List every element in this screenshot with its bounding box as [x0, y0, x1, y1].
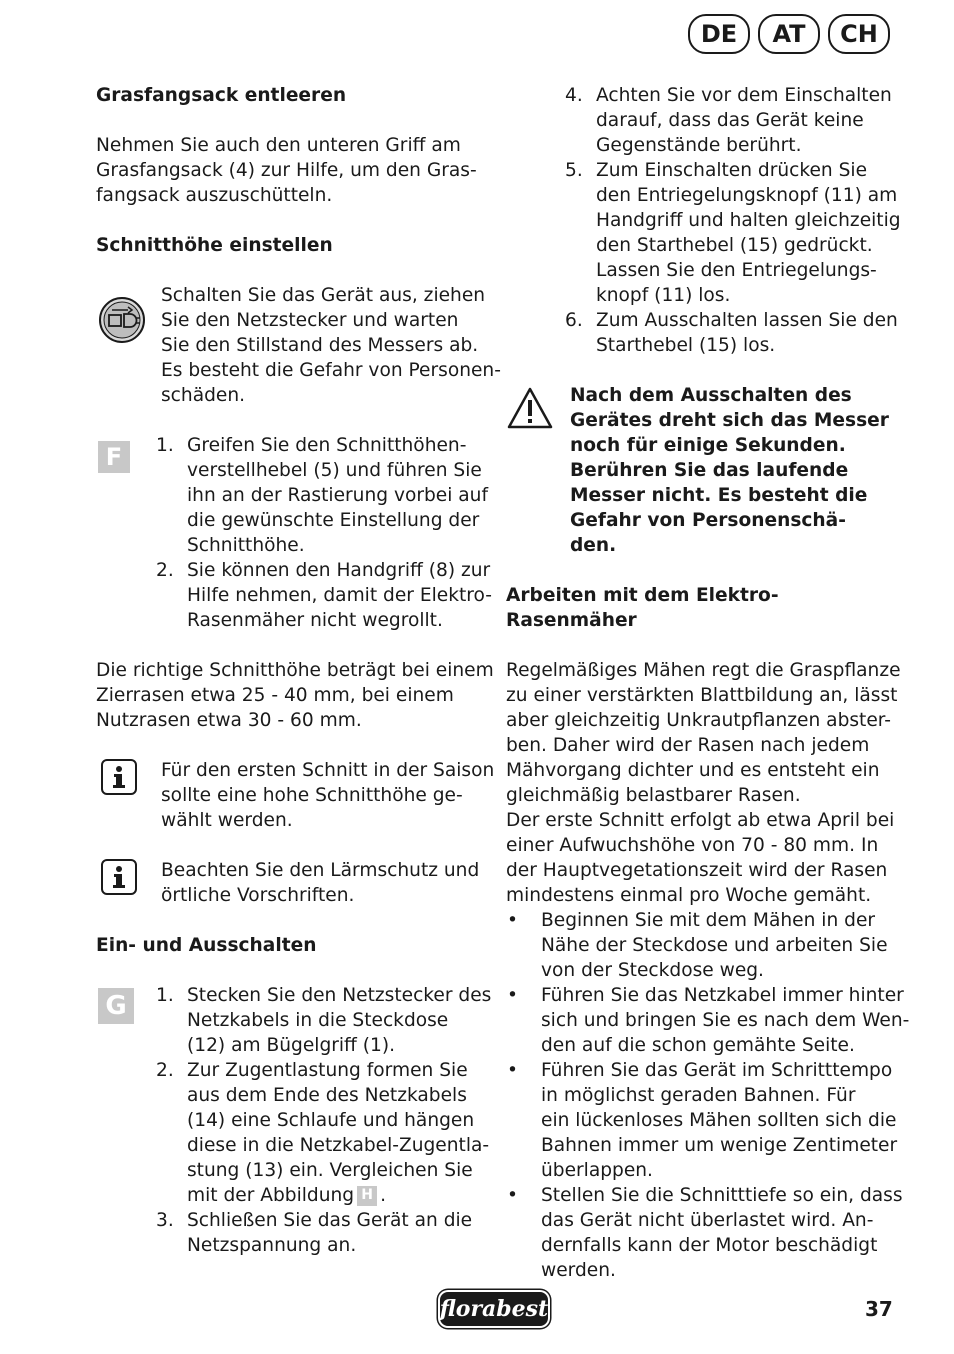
working-tips [505, 908, 909, 1283]
list-item: 5. Zum Einschalten drücken Sie den Entriegelungsknopf (11) am Handgriff und halten gleichzeitig den Starthebel (15) gedrückt. Lassen Sie den Entriegelungs- knopf (11) los. [565, 160, 901, 306]
list-item: • Beginnen Sie mit dem Mähen in der Nähe der Steckdose und arbeiten Sie von der Steckdose weg. [507, 910, 888, 981]
empty-bag-text: Nehmen Sie auch den unteren Griff am Grasfangsack (4) zur Hilfe, um den Gras- fangsack auszuschütteln. [96, 135, 477, 206]
list-item: 2. Sie können den Handgriff (8) zur Hilfe nehmen, damit der Elektro- Rasenmäher nicht wegrollt. [156, 560, 492, 631]
info-noise: Beachten Sie den Lärmschutz und örtliche Vorschriften. [161, 860, 480, 906]
figure-f-badge: F [98, 441, 130, 473]
heading-switch-on-off: Ein- und Ausschalten [96, 935, 317, 956]
heading-empty-bag: Grasfangsack entleeren [96, 85, 347, 106]
list-item: • Führen Sie das Gerät im Schritttempo in möglichst geraden Bahnen. Für ein lückenloses Mähen sollten sich die Bahnen immer um wenige Zentimeter überlappen. [507, 1060, 898, 1181]
figure-g-badge: G [98, 988, 134, 1024]
heading-cut-height: Schnitthöhe einstellen [96, 235, 333, 256]
list-item: 1. Greifen Sie den Schnitthöhen- verstellhebel (5) und führen Sie ihn an der Rastierung vorbei auf die gewünschte Einstellung der Schnitthöhe. [156, 435, 489, 556]
figure-h-badge: H [357, 1186, 377, 1206]
list-item: 2. Zur Zugentlastung formen Sie aus dem Ende des Netzkabels (14) eine Schlaufe und hängen diese in die Netzkabel-Zugentla- stung (13) ein. Vergleichen Sie mit der Abbildung H . [156, 1060, 490, 1206]
heading-working: Arbeiten mit dem Elektro- Rasenmäher [506, 585, 779, 631]
info-icon [101, 859, 137, 895]
list-item: 6. Zum Ausschalten lassen Sie den Starthebel (15) los. [565, 310, 898, 356]
list-item: • Stellen Sie die Schnitttiefe so ein, dass das Gerät nicht überlastet wird. An- dernfalls kann der Motor beschädigt werden. [507, 1185, 903, 1281]
page-number: 37 [865, 1297, 893, 1321]
cut-height-steps [156, 433, 492, 633]
country-badge-at: AT [758, 14, 820, 54]
country-badges [688, 14, 890, 54]
list-item: 4. Achten Sie vor dem Einschalten darauf, dass das Gerät keine Gegenstände berührt. [565, 85, 892, 156]
unplug-icon [98, 296, 146, 344]
warning-icon [506, 386, 554, 430]
switch-steps-right [565, 83, 901, 358]
list-item: 3. Schließen Sie das Gerät an die Netzspannung an. [156, 1210, 473, 1256]
working-text: Regelmäßiges Mähen regt die Graspflanze zu einer verstärkten Blattbildung an, lässt aber gleichzeitig Unkrautpflanzen abster- ben. Daher wird der Rasen nach jedem Mähvorgang dichter und es entsteht ein gleichmäßig belastbarer Rasen. Der erste Schnitt erfolgt ab etwa April bei einer Aufwuchshöhe von 70 - 80 mm. In der Hauptvegetationszeit wird der Rasen mindestens einmal pro Woche gemäht. [506, 660, 901, 906]
switch-steps-left [156, 983, 491, 1258]
brand-logo: florabest [440, 1292, 548, 1326]
list-item: 1. Stecken Sie den Netzstecker des Netzkabels in die Steckdose (12) am Bügelgriff (1). [156, 985, 492, 1056]
list-item: • Führen Sie das Netzkabel immer hinter sich und bringen Sie es nach dem Wen- den auf die schon gemähte Seite. [507, 985, 910, 1056]
blade-warning-text: Nach dem Ausschalten des Gerätes dreht sich das Messer noch für einige Sekunden. Berühren Sie das laufende Messer nicht. Es besteht die Gefahr von Personenschä- den. [570, 385, 889, 556]
cut-height-text: Die richtige Schnitthöhe beträgt bei einem Zierrasen etwa 25 - 40 mm, bei einem Nutzrasen etwa 30 - 60 mm. [96, 660, 494, 731]
unplug-warning-text: Schalten Sie das Gerät aus, ziehen Sie den Netzstecker und warten Sie den Stillstand des Messers ab. Es besteht die Gefahr von Personen- schäden. [161, 285, 501, 406]
info-first-cut: Für den ersten Schnitt in der Saison sollte eine hohe Schnitthöhe ge- wählt werden. [161, 760, 495, 831]
country-badge-ch: CH [828, 14, 890, 54]
info-icon [101, 759, 137, 795]
country-badge-de: DE [688, 14, 750, 54]
